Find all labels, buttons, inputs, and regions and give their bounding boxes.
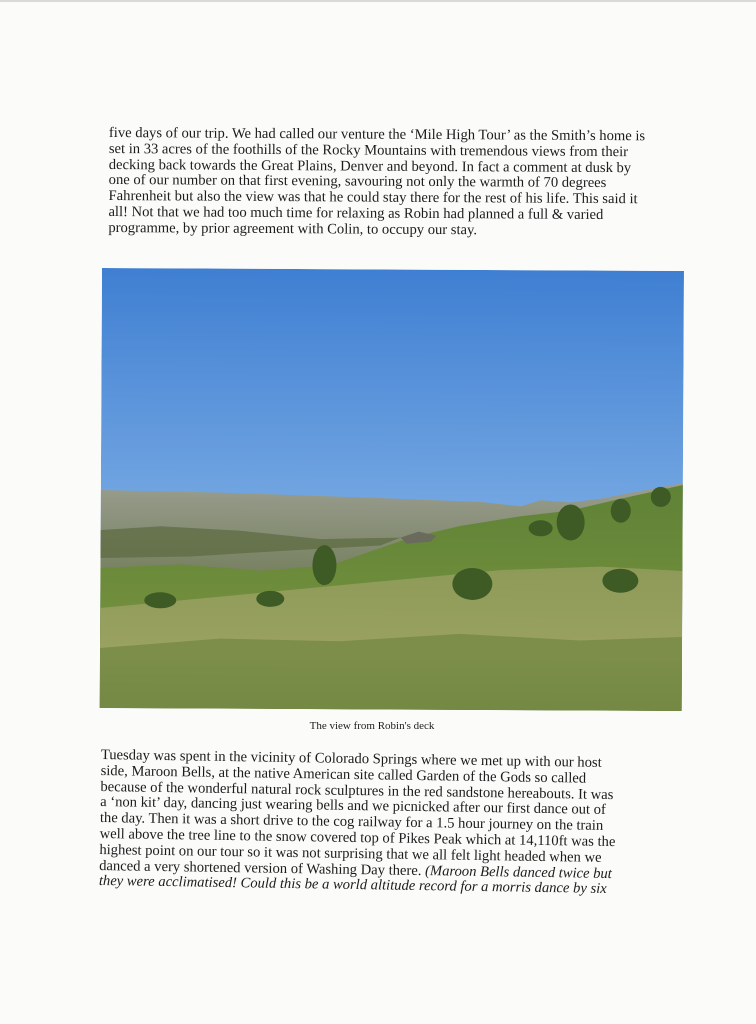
paragraph-intro-text: five days of our trip. We had called our venture the ‘Mile High Tour’ as the Smith’s home is set in 33 acres of the foothills of the Rocky Mountains with tremendous views from their decking back towards the Great Plains, Denver and beyond. In fact a comment at dusk by one of our number on that first evening, savouring not only the warmth of 70 degrees Fahrenheit but also the view was that he could stay there for the rest of his life. This said it all! Not that we had too much time for relaxing as Robin had planned a full & varied programme, by prior agreement with Colin, to occupy our stay. — [108, 125, 646, 239]
paragraph-tuesday-text: Tuesday was spent in the vicinity of Colorado Springs where we met up with our host side, Maroon Bells, at the native American site called Garden of the Gods so called because of the wonderful natural rock sculptures in the red sandstone hereabouts. It was a ‘non kit’ day, dancing just wearing bells and we picnicked after our first dance out of the day. Then it was a short drive to the cog railway for a 1.5 hour journey on the train well above the tree line to the snow covered top of Pikes Peak which at 14,110ft was the highest point on our tour so it was not surprising that we all felt light headed when we danced a very shortened version of Washing Day there. — [99, 747, 616, 879]
paragraph-tuesday — [99, 748, 621, 898]
paragraph-intro — [108, 126, 649, 240]
scan-edge — [0, 0, 756, 2]
photo-caption: The view from Robin's deck — [309, 720, 435, 732]
landscape-photo — [100, 268, 684, 711]
paragraph-tuesday-italic: (Maroon Bells danced twice but they were acclimatised! Could this be a world altitude record for a morris dance by six — [98, 862, 612, 898]
